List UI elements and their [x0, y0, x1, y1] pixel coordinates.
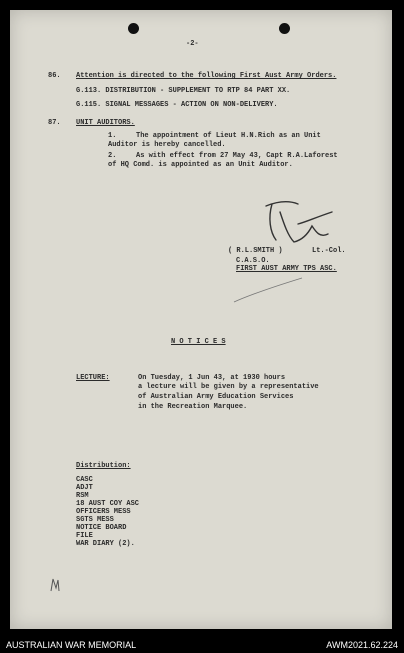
item-87-para-2-line: As with effect from 27 May 43, Capt R.A.Laforest [136, 152, 338, 160]
signatory-rank: Lt.-Col. [312, 247, 346, 255]
notice-label-lecture: LECTURE: [76, 374, 110, 382]
item-87-para-1-number: 1. [108, 132, 117, 140]
item-86-number: 86. [48, 72, 61, 80]
notices-heading: N O T I C E S [171, 338, 226, 346]
handwritten-signature [258, 196, 338, 248]
footer-institution: AUSTRALIAN WAR MEMORIAL [6, 640, 137, 650]
distribution-item: 18 AUST COY ASC [76, 500, 140, 508]
notice-line: On Tuesday, 1 Jun 43, at 1930 hours [138, 374, 286, 382]
punch-hole [128, 23, 139, 34]
distribution-item: RSM [76, 492, 89, 500]
item-86-heading: Attention is directed to the following First Aust Army Orders. [76, 72, 337, 80]
item-87-para-2-number: 2. [108, 152, 117, 160]
handwritten-mark [48, 576, 62, 594]
signatory-name: ( R.L.SMITH ) [228, 247, 283, 255]
distribution-item: SGTS MESS [76, 516, 114, 524]
item-87-para-2-line: of HQ Comd. is appointed as an Unit Auditor. [108, 161, 293, 169]
pen-stroke [232, 276, 304, 306]
distribution-item: NOTICE BOARD [76, 524, 127, 532]
distribution-item: ADJT [76, 484, 93, 492]
footer-accession-number: AWM2021.62.224 [326, 640, 398, 650]
item-87-number: 87. [48, 119, 61, 127]
item-86-order-2: G.115. SIGNAL MESSAGES - ACTION ON NON-DELIVERY. [76, 101, 278, 109]
page-number: -2- [186, 40, 199, 48]
notice-line: a lecture will be given by a representative [138, 383, 319, 391]
item-87-para-1-line: Auditor is hereby cancelled. [108, 141, 226, 149]
notice-line: of Australian Army Education Services [138, 393, 294, 401]
notice-line: in the Recreation Marquee. [138, 403, 248, 411]
distribution-item: FILE [76, 532, 93, 540]
item-87-heading: UNIT AUDITORS. [76, 119, 135, 127]
footer-bar [0, 637, 404, 653]
punch-hole [279, 23, 290, 34]
distribution-item: OFFICERS MESS [76, 508, 131, 516]
item-87-para-1-line: The appointment of Lieut H.N.Rich as an Unit [136, 132, 321, 140]
signatory-formation: FIRST AUST ARMY TPS ASC. [236, 265, 337, 273]
distribution-item: WAR DIARY (2). [76, 540, 135, 548]
distribution-heading: Distribution: [76, 462, 131, 470]
item-86-order-1: G.113. DISTRIBUTION - SUPPLEMENT TO RTP 84 PART XX. [76, 87, 291, 95]
signatory-appointment: C.A.S.O. [236, 257, 270, 265]
distribution-item: CASC [76, 476, 93, 484]
